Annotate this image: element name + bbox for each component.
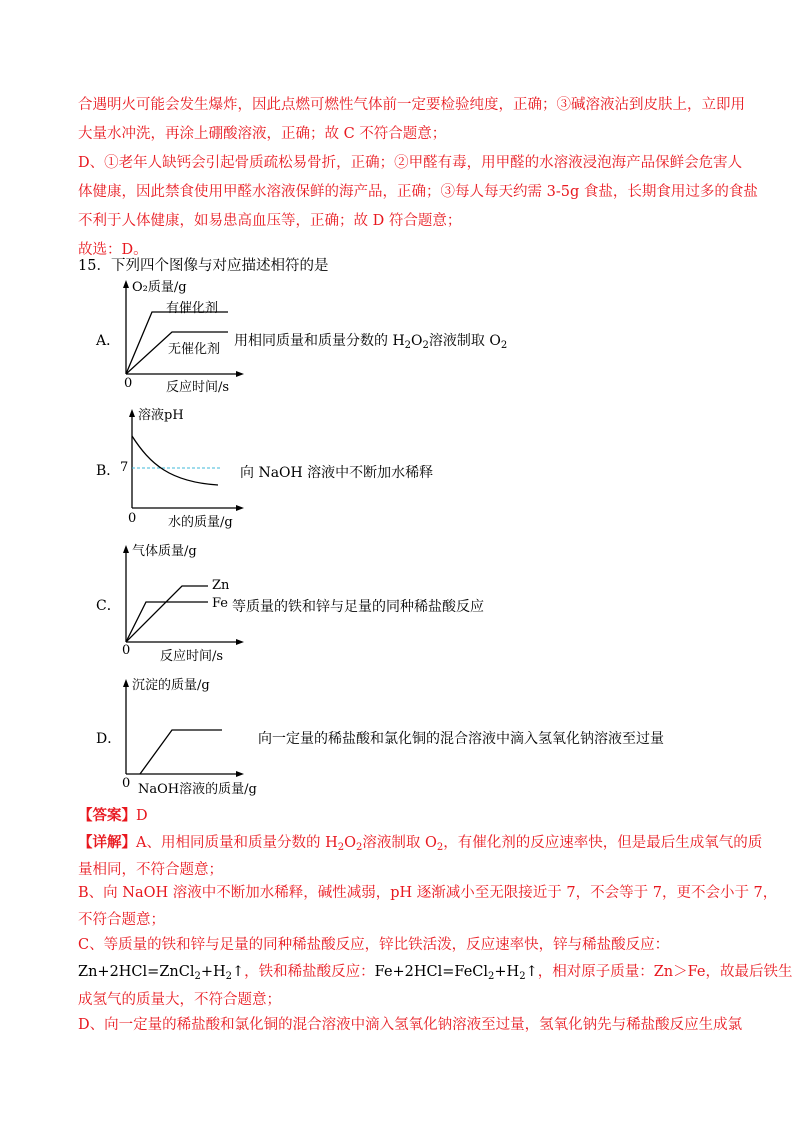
option-b-label: B． [96, 463, 121, 479]
axis-x-label: 反应时间/s [166, 380, 230, 395]
detail-line: 【详解】A、用相同质量和质量分数的 $H_2O_2$溶液制取 $O_2$，有催化剂的反应速率快，但是最后生成氧气的质 [78, 834, 763, 853]
axis-y-label: 气体质量/g [132, 544, 197, 559]
option-a-description: 用相同质量和质量分数的 $H_2O_2$溶液制取 $O_2$ [234, 333, 508, 351]
axis-origin: 0 [122, 643, 131, 658]
question-title: 15．下列四个图像与对应描述相符的是 [78, 258, 329, 274]
axis-origin: 0 [122, 776, 131, 791]
text-line: 不利于人体健康，如易患高血压等，正确；故 D 符合题意； [78, 213, 462, 229]
axis-origin: 0 [124, 376, 133, 391]
text-line: 体健康，因此禁食使用甲醛水溶液保鲜的海产品，正确；③每人每天约需 3-5g 食盐，长期食用过多的食盐 [78, 184, 758, 200]
axis-origin: 0 [128, 511, 137, 526]
text-line: 大量水冲洗，再涂上硼酸溶液，正确；故 C 不符合题意； [78, 126, 447, 142]
curve-label: 无催化剂 [168, 342, 221, 357]
equation-line: $Zn+2HCl=ZnCl_2+H_2↑$，铁和稀盐酸反应：$Fe+2HCl=FeCl_2+H_2↑$，相对原子质量：Zn＞Fe，故最后铁生 [78, 964, 793, 982]
detail-line: 成氢气的质量大，不符合题意； [78, 992, 281, 1008]
text-line: 故选：D。 [78, 242, 148, 258]
option-b-description: 向 NaOH 溶液中不断加水稀释 [240, 465, 434, 481]
curve-label: Fe [212, 596, 229, 611]
option-c-label: C． [96, 598, 121, 614]
detail-line: 量相同，不符合题意； [78, 862, 223, 878]
axis-x-label: 水的质量/g [168, 515, 233, 530]
text-line: D、①老年人缺钙会引起骨质疏松易骨折，正确；②甲醛有毒，用甲醛的水溶液浸泡海产品保鲜会危害人 [78, 155, 743, 171]
detail-line: C、等质量的铁和锌与足量的同种稀盐酸反应，锌比铁活泼，反应速率快，锌与稀盐酸反应： [78, 937, 670, 953]
detail-line: B、向 NaOH 溶液中不断加水稀释，碱性减弱，pH 逐渐减小至无限接近于 7，不会等于 7，更不会小于 7， [78, 885, 778, 901]
option-a-label: A． [96, 333, 121, 349]
option-c-description: 等质量的铁和锌与足量的同种稀盐酸反应 [232, 599, 484, 615]
tick-label: 7 [120, 460, 129, 475]
answer-line: 【答案】D [78, 807, 148, 824]
option-d-description: 向一定量的稀盐酸和氯化铜的混合溶液中滴入氢氧化钠溶液至过量 [258, 731, 664, 747]
detail-line: 不符合题意； [78, 912, 165, 928]
text-line: 合遇明火可能会发生爆炸，因此点燃可燃性气体前一定要检验纯度，正确；③碱溶液沾到皮肤上，立即用 [78, 97, 745, 113]
figure-b [110, 404, 260, 524]
axis-y-label: 溶液pH [138, 408, 184, 423]
axis-x-label: 反应时间/s [160, 649, 224, 664]
axis-y-label: 沉淀的质量/g [132, 678, 210, 693]
curve-label: Zn [212, 578, 230, 593]
curve-label: 有催化剂 [166, 301, 219, 316]
axis-x-label: NaOH溶液的质量/g [138, 782, 257, 797]
detail-line: D、向一定量的稀盐酸和氯化铜的混合溶液中滴入氢氧化钠溶液至过量，氢氧化钠先与稀盐酸反应生成氯 [78, 1017, 743, 1033]
option-d-label: D． [96, 731, 122, 747]
axis-y-label: O₂质量/g [132, 280, 187, 295]
